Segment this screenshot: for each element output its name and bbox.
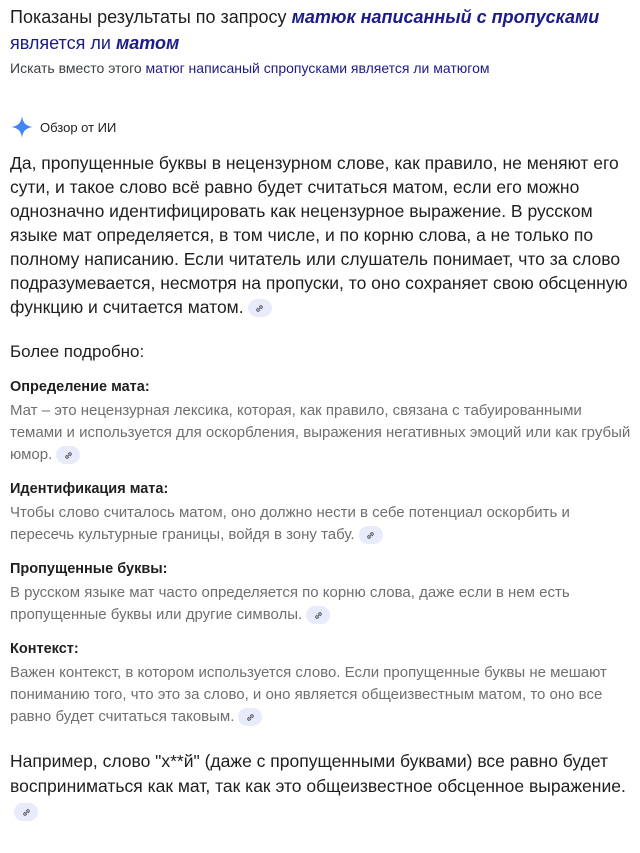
ai-overview-label: Обзор от ИИ <box>40 119 117 135</box>
section-text: Мат – это нецензурная лексика, которая, как правило, связана с табуированными темами и используется для оскорбления, выражения негативных эмоций или как грубый юмор. <box>10 402 631 463</box>
ai-summary: Да, пропущенные буквы в нецензурном слове, как правило, не меняют его сути, и такое слово всё равно будет считаться матом, если его можно однозначно идентифицировать как нецензурное выражение. В русском языке мат определяется, в том числе, и по корню слова, а не только по полному написанию. Если читатель или слушатель понимает, что за слово подразумевается, несмотря на пропуски, то оно сохраняет свою обсценную функцию и считается матом. <box>10 153 628 317</box>
corrected-query-link[interactable]: матюк написанный с пропусками <box>291 7 600 27</box>
search-correction-header <box>10 4 635 79</box>
ai-overview-header <box>10 115 116 139</box>
example-paragraph: Например, слово "х**й" (даже с пропущенными буквами) все равно будет восприниматься как мат, так как это общеизвестное обсценное выражение. <box>10 749 635 824</box>
detail-section <box>10 478 635 546</box>
source-link-button[interactable] <box>359 526 383 544</box>
section-text: Важен контекст, в котором используется слово. Если пропущенные буквы не мешают пониманию того, что это за слово, и оно является общеизвестным матом, то оно все равно будет считаться таковым. <box>10 664 607 725</box>
link-icon <box>254 303 265 314</box>
source-link-button[interactable] <box>238 708 262 726</box>
section-text: В русском языке мат часто определяется по корню слова, даже если в нем есть пропущенные буквы или другие символы. <box>10 584 570 623</box>
section-title: Контекст: <box>10 641 79 657</box>
source-link-button[interactable] <box>248 299 272 317</box>
link-icon <box>365 530 376 541</box>
more-details-title: Более подробно: <box>10 342 145 361</box>
link-icon <box>245 712 256 723</box>
source-link-button[interactable] <box>56 446 80 464</box>
section-title: Идентификация мата: <box>10 481 169 497</box>
link-icon <box>63 450 74 461</box>
section-title: Пропущенные буквы: <box>10 561 168 577</box>
sparkle-icon <box>10 115 34 139</box>
search-instead-line <box>10 57 635 79</box>
source-link-button[interactable] <box>306 606 330 624</box>
section-text: Чтобы слово считалось матом, оно должно нести в себе потенциал оскорбить и пересечь культурные границы, войдя в зону табу. <box>10 504 570 543</box>
link-icon <box>313 610 324 621</box>
ai-overview-content <box>10 151 635 824</box>
source-link-button[interactable] <box>14 803 38 821</box>
showing-prefix: Показаны результаты по запросу <box>10 7 287 27</box>
instead-prefix: Искать вместо этого <box>10 60 142 76</box>
corrected-query-link-bold[interactable]: матом <box>115 33 180 53</box>
showing-results-line <box>10 4 635 56</box>
detail-section <box>10 376 635 466</box>
detail-section <box>10 558 635 626</box>
section-title: Определение мата: <box>10 379 150 395</box>
corrected-query-link-plain[interactable]: является ли <box>10 33 111 53</box>
link-icon <box>21 807 32 818</box>
original-query-link[interactable]: матюг написаный спропусками является ли матюгом <box>145 60 490 76</box>
detail-section <box>10 638 635 728</box>
